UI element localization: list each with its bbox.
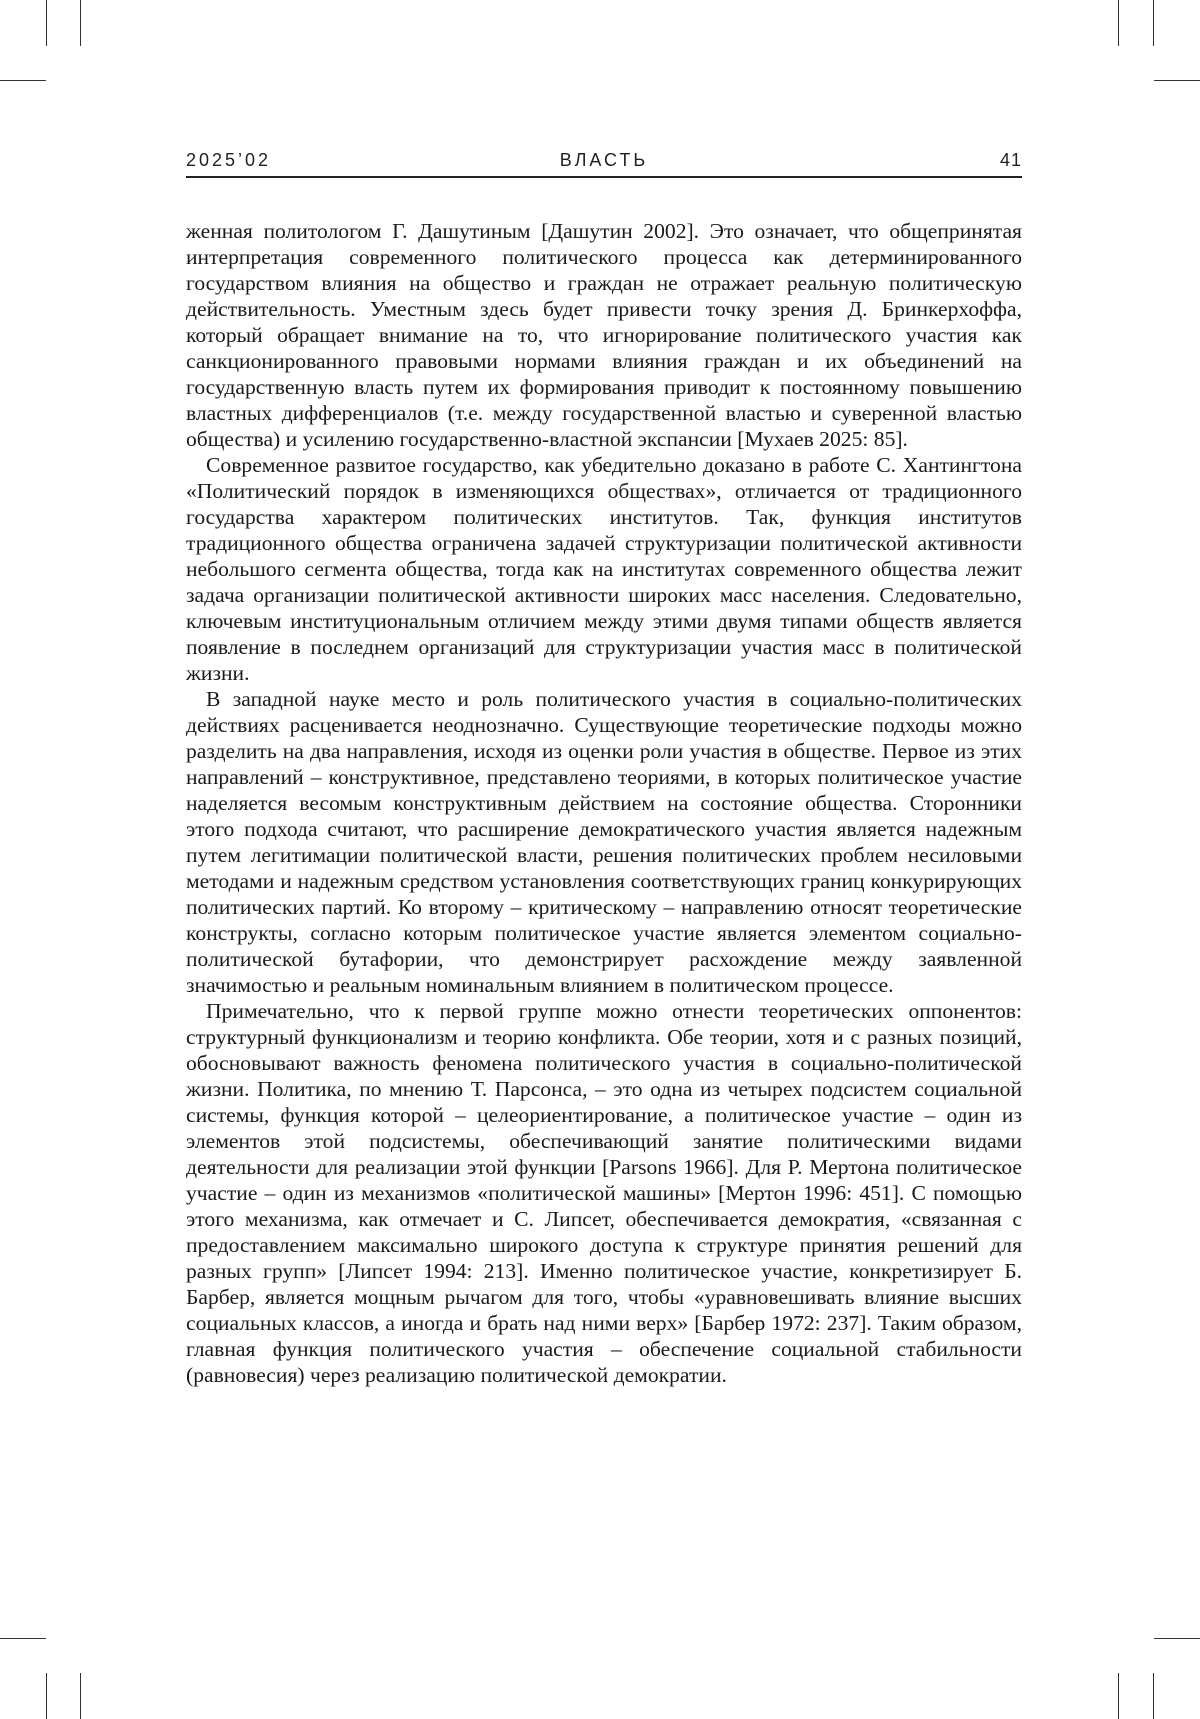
- crop-mark-top-left-vertical: [46, 0, 47, 46]
- crop-mark-top-right-horizontal: [1154, 80, 1200, 81]
- crop-mark-bottom-right-vertical-inner: [1118, 1673, 1119, 1719]
- paragraph: Примечательно, что к первой группе можно отнести теоретических оппонентов: структурный функционализм и теорию конфликта. Обе теории, хотя и с разных позиций, обосновывают важность феномена политического участия в социально-политической жизни. Политика, по мнению Т. Парсонса, – это одна из четырех подсистем социальной системы, функция которой – целеориентирование, а политическое участие – один из элементов этой подсистемы, обеспечивающий занятие политическими видами деятельности для реализации этой функции [Parsons 1966]. Для Р. Мертона политическое участие – один из механизмов «политической машины» [Мертон 1996: 451]. С помощью этого механизма, как отмечает и С. Липсет, обеспечивается демократия, «связанная с предоставлением максимально широкого доступа к структуре принятия решений для разных групп» [Липсет 1994: 213]. Именно политическое участие, конкретизирует Б. Барбер, является мощным рычагом для того, чтобы «уравновешивать влияние высших социальных классов, а иногда и брать над ними верх» [Барбер 1972: 237]. Таким образом, главная функция политического участия – обеспечение социальной стабильности (равновесия) через реализацию политической демократии.: [186, 998, 1022, 1388]
- crop-mark-bottom-right-vertical: [1153, 1673, 1154, 1719]
- crop-mark-top-left-vertical-inner: [80, 0, 81, 46]
- crop-mark-top-left-horizontal: [0, 80, 46, 81]
- crop-mark-bottom-left-horizontal: [0, 1638, 46, 1639]
- crop-mark-bottom-left-vertical: [46, 1673, 47, 1719]
- crop-mark-bottom-right-horizontal: [1154, 1638, 1200, 1639]
- crop-mark-top-right-vertical-inner: [1118, 0, 1119, 46]
- page-number: 41: [1000, 150, 1022, 171]
- header-rule: [186, 176, 1022, 178]
- issue-number: 2025’02: [186, 150, 271, 171]
- crop-mark-top-right-vertical: [1153, 0, 1154, 46]
- paragraph: В западной науке место и роль политического участия в социально-политических действиях расценивается неоднозначно. Существующие теоретические подходы можно разделить на два направления, исходя из оценки роли участия в обществе. Первое из этих направлений – конструктивное, представлено теориями, в которых политическое участие наделяется весомым конструктивным действием на состояние общества. Сторонники этого подхода считают, что расширение демократического участия является надежным путем легитимации политической власти, решения политических проблем несиловыми методами и надежным средством установления соответствующих границ конкурирующих политических партий. Ко второму – критическому – направлению относят теоретические конструкты, согласно которым политическое участие является элементом социально-политической бутафории, что демонстрирует расхождение между заявленной значимостью и реальным номинальным влиянием в политическом процессе.: [186, 686, 1022, 998]
- paragraph: женная политологом Г. Дашутиным [Дашутин 2002]. Это означает, что общепринятая интерпретация современного политического процесса как детерминированного государством влияния на общество и граждан не отражает реальную политическую действительность. Уместным здесь будет привести точку зрения Д. Бринкерхоффа, который обращает внимание на то, что игнорирование политического участия как санкционированного правовыми нормами влияния граждан и их объединений на государственную власть путем их формирования приводит к постоянному повышению властных дифференциалов (т.е. между государственной властью и суверенной властью общества) и усилению государственно-властной экспансии [Мухаев 2025: 85].: [186, 218, 1022, 452]
- paragraph: Современное развитое государство, как убедительно доказано в работе С. Хантингтона «Политический порядок в изменяющихся обществах», отличается от традиционного государства характером политических институтов. Так, функция институтов традиционного общества ограничена задачей структуризации политической активности небольшого сегмента общества, тогда как на институтах современного общества лежит задача организации политической активности широких масс населения. Следовательно, ключевым институциональным отличием между этими двумя типами обществ является появление в последнем организаций для структуризации участия масс в политической жизни.: [186, 452, 1022, 686]
- running-header: [186, 150, 1022, 176]
- crop-mark-bottom-left-vertical-inner: [80, 1673, 81, 1719]
- journal-title: ВЛАСТЬ: [186, 150, 1022, 171]
- article-body: [186, 218, 1022, 1388]
